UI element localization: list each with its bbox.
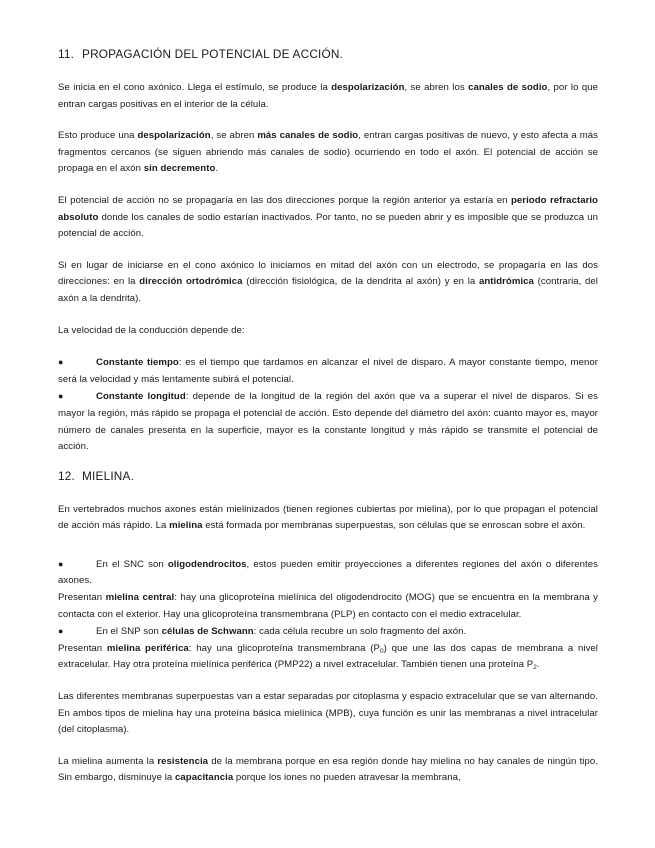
list-item: ● Constante tiempo: es el tiempo que tardamos en alcanzar el nivel de disparo. A mayor constante tiempo, menor será la velocidad y más lentamente subirá el potencial. <box>58 357 598 385</box>
section-heading-11 <box>58 45 598 63</box>
paragraph: La velocidad de la conducción depende de: <box>58 324 245 336</box>
bullet-icon: ● <box>58 626 64 637</box>
paragraph: En vertebrados muchos axones están mielinizados (tienen regiones cubiertas por mielina), por lo que propagan el potencial de acción más rápido. La mielina está formada por membranas superpuestas, son células que se enroscan sobre el axón. <box>58 503 598 532</box>
paragraph: El potencial de acción no se propagaría en las dos direcciones porque la región anterior ya estaría en periodo refractario absoluto donde los canales de sodio estarían inactivados. Por tanto, no se pueden abrir y es imposible que se produzca un potencial de acción. <box>58 194 598 240</box>
paragraph: Presentan mielina periférica: hay una glicoproteína transmembrana $(P_0)$ que une las dos capas de membrana a nivel extracelular. Hay otra proteína mielínica periférica (PMP22) a nivel extracelular. También tienen una proteína $P_2$. <box>58 642 598 672</box>
paragraph: Presentan mielina central: hay una glicoproteína mielínica del oligodendrocito (MOG) que se encuentra en la membrana y contacta con el exterior. Hay una glicoproteína transmembrana (PLP) en contacto con el medio extracelular. <box>58 592 598 620</box>
bullet-icon: ● <box>58 558 64 569</box>
section-number: 11. <box>58 47 75 61</box>
bullet-icon: ● <box>58 391 64 402</box>
list-item: ● Constante longitud: depende de la longitud de la región del axón que va a superar el nivel de disparos. Si es mayor la región, más rápido se propaga el potencial de acción. Esto depende del diámetro del axón: cuanto mayor es, mayor número de canales presenta en la superficie, mayor es la constante longitud y más rápido se transmite el potencial de acción. <box>58 391 598 453</box>
paragraph: La mielina aumenta la resistencia de la membrana porque en esa región donde hay mielina no hay canales de ningún tipo. Sin embargo, disminuye la capacitancia porque los iones no pueden atravesar la membrana, <box>58 755 598 784</box>
paragraph: Las diferentes membranas superpuestas van a estar separadas por citoplasma y espacio extracelular que se van alternando. En ambos tipos de mielina hay una proteína básica mielínica (MPB), cuya función es unir las membranas a nivel intracelular (del citoplasma). <box>58 691 598 736</box>
section-heading-12 <box>58 467 598 485</box>
section-number: 12. <box>58 468 75 483</box>
bullet-icon: ● <box>58 357 64 368</box>
list-item: ● En el SNC son oligodendrocitos, estos pueden emitir proyecciones a diferentes regiones del axón o diferentes axones. <box>58 558 598 587</box>
list-item: ● En el SNP son células de Schwann: cada célula recubre un solo fragmento del axón. <box>58 626 467 638</box>
paragraph: Se inicia en el cono axónico. Llega el estímulo, se produce la despolarización, se abren los canales de sodio, por lo que entran cargas positivas en el interior de la célula. <box>58 82 598 110</box>
paragraph: Esto produce una despolarización, se abren más canales de sodio, entran cargas positivas de nuevo, y esto afecta a más fragmentos cercanos (se siguen abriendo más canales de sodio) ocurriendo en todo el axón. El potencial de acción se propaga en el axón sin decremento. <box>58 130 598 175</box>
section-title: MIELINA. <box>82 468 135 483</box>
paragraph: Si en lugar de iniciarse en el cono axónico lo iniciamos en mitad del axón con un electrodo, se propagaría en las dos direcciones: en la dirección ortodrómica (dirección fisiológica, de la dendrita al axón) y en la antidrómica (contraria, del axón a la dendrita). <box>58 259 598 304</box>
section-title: PROPAGACIÓN DEL POTENCIAL DE ACCIÓN. <box>82 47 344 61</box>
